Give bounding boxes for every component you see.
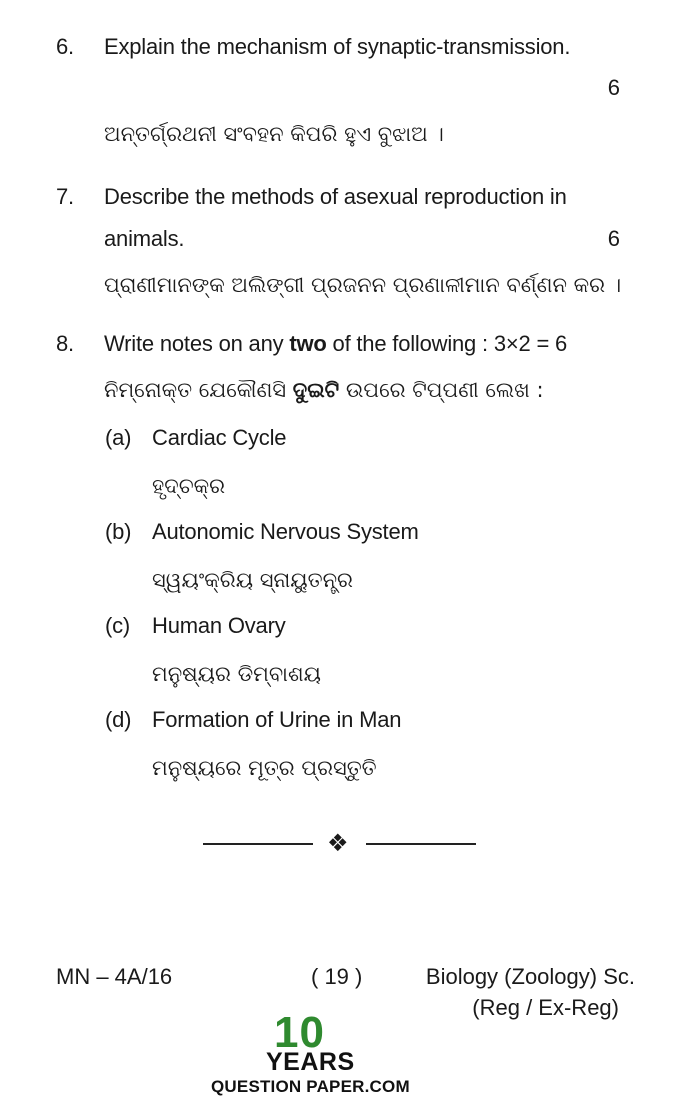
sub-item-text: Autonomic Nervous System [152, 519, 419, 544]
question-text-emphasis: two [289, 331, 327, 356]
logo-years: YEARS [266, 1048, 355, 1076]
sub-item-label: (b) [105, 519, 132, 544]
odia-suffix: ଉପରେ ଟିପ୍ପଣୀ ଲେଖ : [339, 378, 544, 402]
question-text-continued: animals. [104, 226, 185, 251]
sub-item-text: Human Ovary [152, 613, 286, 638]
question-number: 6. [56, 34, 74, 59]
sub-item-odia: ହୃଦ୍‌ଚକ୍ର [152, 474, 226, 498]
divider-ornament-icon: ❖ [327, 829, 349, 857]
sub-item-odia: ସ୍ୱୟଂକ୍ରିୟ ସ୍ନାୟୁତନ୍ତ୍ର [152, 568, 353, 592]
question-text-prefix: Write notes on any [104, 331, 290, 356]
page-number: ( 19 ) [311, 964, 363, 989]
question-marks: 6 [607, 226, 620, 251]
sub-item-text: Formation of Urine in Man [152, 707, 402, 732]
question-text-odia: ପ୍ରାଣୀମାନଙ୍କ ଅଲିଙ୍ଗୀ ପ୍ରଜନନ ପ୍ରଣାଳୀମାନ ବର୍ଣ୍ଣନ କର । [104, 273, 622, 297]
logo-site-name: QUESTION PAPER.COM [211, 1077, 410, 1096]
question-text-suffix: of the following : 3×2 = 6 [326, 331, 568, 356]
sub-item-label: (c) [105, 613, 131, 638]
question-number: 7. [56, 184, 74, 209]
odia-prefix: ନିମ୍ନୋକ୍ତ ଯେକୌଣସି [104, 378, 293, 402]
question-number: 8. [56, 331, 74, 356]
question-text-odia: ଅନ୍ତର୍ଗ୍ରଥନୀ ସଂବହନ କିପରି ହୁଏ ବୁଝାଅ । [104, 122, 444, 146]
question-marks: 6 [607, 75, 620, 100]
subject-category: (Reg / Ex-Reg) [472, 995, 619, 1020]
paper-code: MN – 4A/16 [56, 964, 173, 989]
question-text: Describe the methods of asexual reproduction in [104, 184, 567, 209]
divider-line-right [366, 843, 476, 845]
question-text [104, 330, 567, 358]
logo-number: 10 [274, 1008, 325, 1057]
divider-line-left [203, 843, 313, 845]
odia-emphasis: ଦୁଇଟି [292, 378, 340, 402]
sub-item-odia: ମନୁଷ୍ୟରେ ମୂତ୍ର ପ୍ରସ୍ତୁତି [152, 756, 377, 780]
sub-item-odia: ମନୁଷ୍ୟର ଡିମ୍ବାଶୟ [152, 662, 321, 686]
sub-item-text: Cardiac Cycle [152, 425, 287, 450]
subject-title: Biology (Zoology) Sc. [425, 964, 635, 989]
sub-item-label: (d) [105, 707, 132, 732]
question-text-odia [104, 376, 544, 404]
sub-item-label: (a) [105, 425, 132, 450]
question-text: Explain the mechanism of synaptic-transmission. [104, 34, 571, 59]
